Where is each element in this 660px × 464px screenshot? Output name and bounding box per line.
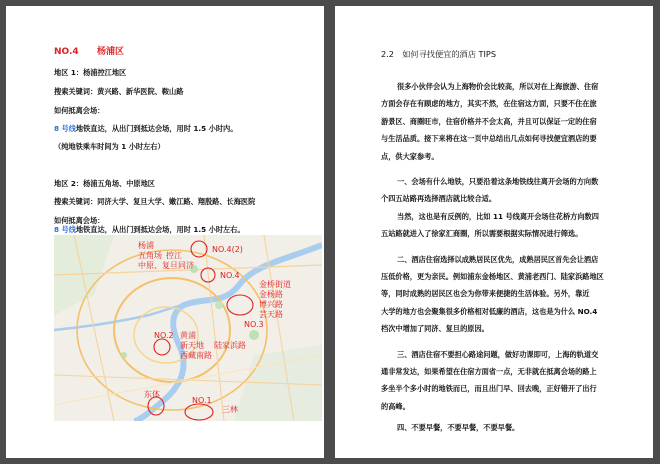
area1-keywords: 搜索关键词：黄兴路、新华医院、鞍山路 — [54, 87, 184, 96]
map-graphic — [54, 235, 322, 421]
tips-line: 点，供大家参考。 — [381, 151, 439, 161]
tips-line: 三、酒店住宿不要担心路途问题，做好功课即可，上海的轨道交 — [397, 349, 599, 359]
label-no4: NO.4 — [220, 271, 240, 280]
label-xintiandi: 新天地 — [180, 341, 204, 350]
label-no4-2: NO.4(2) — [212, 245, 243, 254]
label-xizangnan: 西藏南路 — [180, 351, 212, 360]
tips-line: 档次中增加了同济、复旦的原因。 — [381, 324, 489, 334]
area1-heading: 地区 1：杨浦控江地区 — [54, 68, 127, 77]
tips-line: 四、不要早餐，不要早餐，不要早餐。 — [397, 422, 520, 432]
tips-line: 很多小伙伴会认为上海物价会比较高，所以对在上海旅游、住宿 — [397, 82, 599, 91]
label-sanlin: 三林 — [222, 405, 238, 414]
label-no2: NO.2 — [154, 331, 174, 340]
area2-line-name: 8 号线 — [54, 225, 76, 234]
section-title: 2.2 如何寻找便宜的酒店 TIPS — [381, 49, 497, 59]
label-huangpu: 黄浦 — [180, 331, 196, 340]
district-name: 杨浦区 — [96, 47, 124, 57]
area2-heading: 地区 2：杨浦五角场、中原地区 — [54, 179, 155, 188]
tips-line: 二、酒店住宿选择以成熟居民区优先，成熟居民区首先会让酒店 — [397, 254, 599, 264]
area2-route-text: 地铁直达，从出门到抵达会场，用时 1.5 小时左右。 — [75, 225, 245, 234]
area2-route — [54, 225, 245, 235]
tips-line: 方面会存在有顾虑的地方，其实不然，在住宿这方面，只要不住在旅 — [381, 99, 597, 109]
area1-line-name: 8 号线 — [54, 124, 76, 133]
tips-line: 等，同时成熟的居民区也会为你带来便捷的生活体验。另外，靠近 — [381, 289, 590, 299]
label-zhongyuan: 中原、复旦同济 — [138, 261, 194, 270]
label-yuntian: 芸天路 — [259, 310, 283, 319]
area1-route — [54, 124, 237, 134]
area1-route-text: 地铁直达，从出门到抵达会场，用时 1.5 小时内。 — [75, 124, 238, 133]
label-no1: NO.1 — [192, 396, 212, 405]
district-heading — [54, 47, 124, 57]
label-kongjiang: 控江 — [166, 251, 182, 260]
area1-how-label: 如何抵离会场： — [54, 106, 105, 115]
tips-line: 通非常发达，如果希望在住宿方面省一点，无非就在抵离会场的路上 — [381, 367, 597, 376]
area2-how-label: 如何抵离会场： — [54, 216, 105, 225]
tips-line: 多坐半个多小时的地铁而已，而且出门早、回去晚，正好错开了出行 — [381, 384, 597, 394]
label-no3: NO.3 — [244, 320, 264, 329]
right-page — [335, 6, 653, 458]
tips-line: 的高峰。 — [381, 401, 410, 411]
label-yangpu: 杨浦 — [138, 241, 154, 250]
tips-line: 一、会场有什么地铁，只要沿着这条地铁线往离开会场的方向数 — [397, 177, 599, 186]
tips-line: 压低价格，更为亲民。例如浦东金杨地区、黄浦老西门、陆家浜路地区 — [381, 272, 604, 281]
label-dongti: 东体 — [144, 390, 160, 399]
left-page — [6, 6, 324, 458]
label-jinyang: 金杨路 — [259, 290, 283, 299]
tips-line: 五站路就进入了徐家汇商圈，所以需要根据实际情况进行筛选。 — [381, 229, 583, 239]
label-wujiaochang: 五角场 — [138, 251, 162, 260]
tips-line: 与生活品质。接下来将在这一页中总结出几点如何寻找便宜酒店的要 — [381, 134, 597, 144]
tips-line: 个四五站路再选择酒店就比较合适。 — [381, 194, 497, 204]
shanghai-map — [54, 235, 322, 421]
tips-line: 游景区、商圈旺市，住宿价格并不会太高，并且可以保证一定的住宿 — [381, 116, 597, 126]
tips-line: 大学的地方也会聚集很多价格相对低廉的酒店，这也是为什么 NO.4 — [381, 306, 598, 316]
district-number: NO.4 — [54, 47, 79, 57]
tips-line: 当然，这也是有反例的，比如 11 号线离开会场往花桥方向数四 — [397, 211, 599, 221]
label-lujiabang: 陆家浜路 — [214, 341, 246, 350]
area1-note: （纯地铁乘车时间为 1 小时左右） — [54, 142, 165, 151]
label-jinqiao: 金桥街道 — [259, 280, 291, 289]
label-boxing: 博兴路 — [259, 300, 283, 309]
area2-keywords: 搜索关键词：同济大学、复旦大学、嫩江路、翔殷路、长海医院 — [54, 197, 256, 206]
